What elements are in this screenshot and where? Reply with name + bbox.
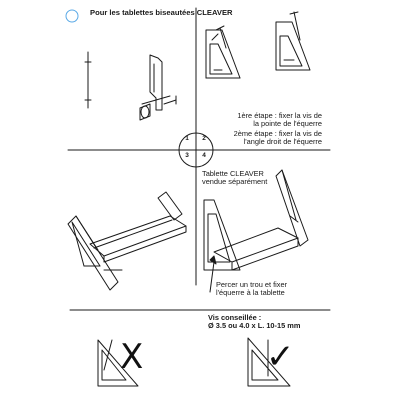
step-badge-3: 3 [185,152,189,159]
page-title: Pour les tablettes biseautées CLEAVER [90,8,233,17]
step2-line2: l'angle droit de l'équerre [243,137,322,146]
top-brackets [206,12,310,78]
screws-label: Vis conseillée : [208,313,262,322]
screws-spec: Ø 3.5 ou 4.0 x L. 10-15 mm [208,321,301,330]
wrong-mark-icon: X [120,337,144,377]
step-badge-1: 1 [185,135,189,142]
shelf-on-bracket-left [68,192,186,290]
corner-circle-icon [66,10,78,22]
step1-line2: la pointe de l'équerre [253,119,322,128]
drill-note-line1: Percer un trou et fixer [216,280,288,289]
right-mark-icon: ✓ [266,337,295,377]
step1-line1: 1ère étape : fixer la vis de [237,111,322,120]
step2-line1: 2ème étape : fixer la vis de [233,129,322,138]
shelf-on-bracket-right [204,170,308,292]
shelf-note-line2: vendue séparément [202,177,268,186]
step-badge-2: 2 [202,135,206,142]
wall-mounting-detail [85,52,176,120]
shelf-note-line1: Tablette CLEAVER [202,169,264,178]
drill-note-line2: l'équerre à la tablette [216,288,285,297]
step-badge-4: 4 [202,152,206,159]
